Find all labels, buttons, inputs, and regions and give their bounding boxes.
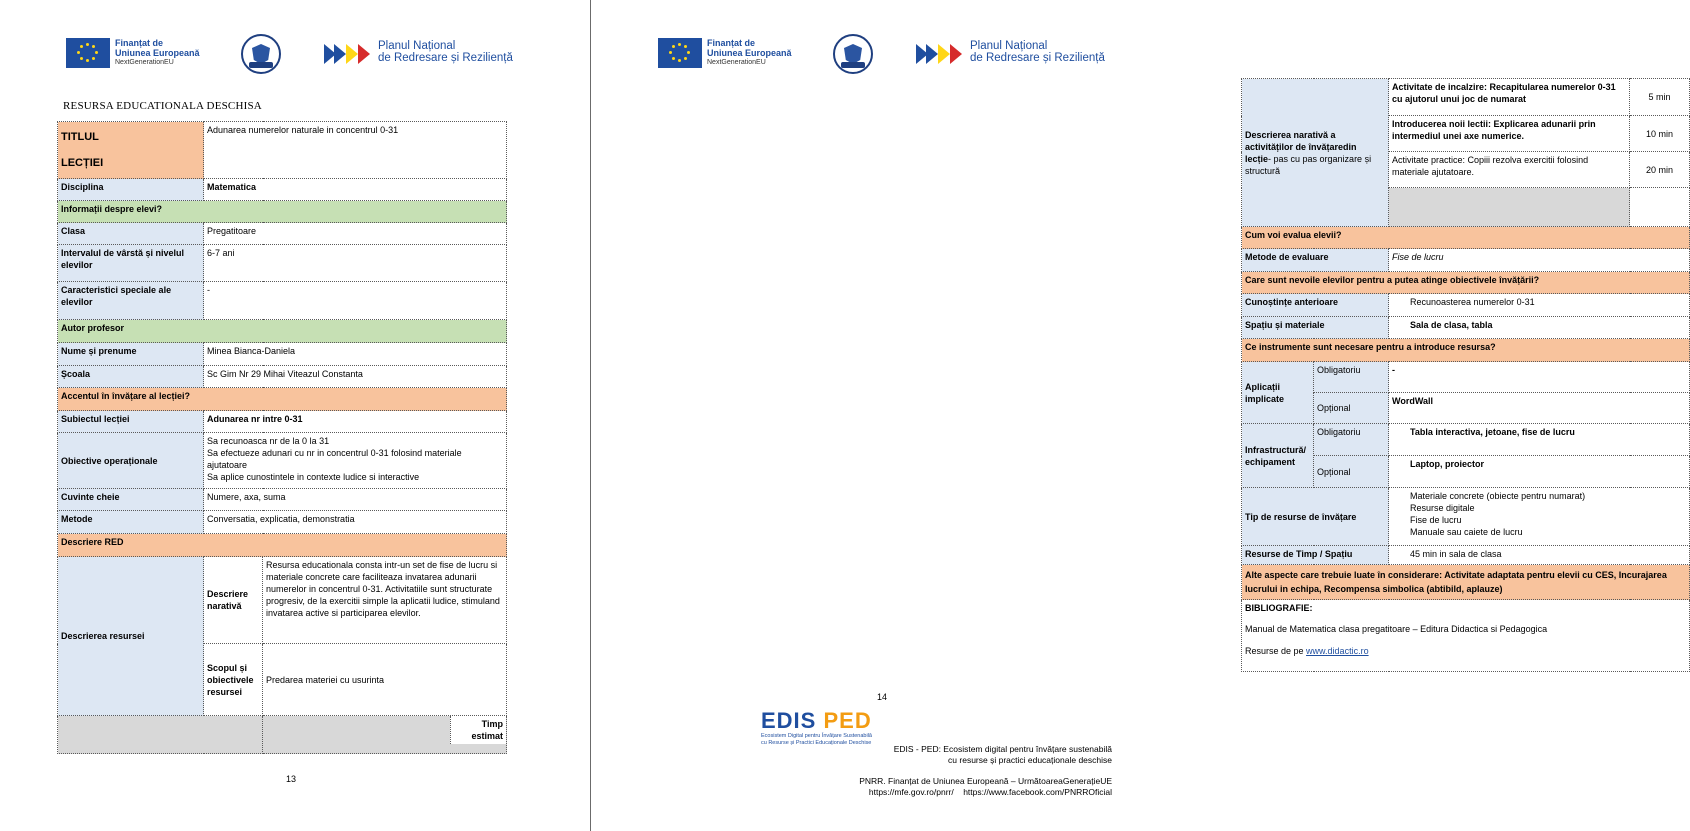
evaluation-method-label: Metode de evaluare [1242,249,1389,272]
edis-ped-logo: EDIS PED Ecosistem Digital pentru Învățare Sustenabilă cu Resurse și Practici Educaționale Deschise [761,708,872,746]
activity-item: Activitate practice: Copiii rezolva exercitii folosind materiale ajutatoare. [1389,152,1630,188]
learning-focus-header: Accentul în învățare al lecției? [58,388,507,411]
resource-description-label: Descrierea resursei [58,557,204,716]
name-value: Minea Bianca-Daniela [204,343,507,366]
activity-item: Activitate de incalzire: Recapitularea numerelor 0-31 cu ajutorul unui joc de numarat [1389,79,1630,116]
right-page [592,0,1674,831]
eu-flag-icon [66,38,110,68]
methods-label: Metode [58,511,204,534]
special-characteristics-label: Caracteristici speciale ale elevilor [58,282,204,320]
resource-type-item: Manuale sau caiete de lucru [1410,527,1523,537]
government-seal-icon [833,34,873,74]
subject-value: Adunarea nr intre 0-31 [204,411,507,433]
objective-item: Sa aplice cunostintele in contexte ludice si interactive [207,472,420,482]
applications-mandatory-value: - [1389,362,1690,393]
header-logos [658,34,1128,78]
discipline-label: Disciplina [58,179,204,201]
school-value: Sc Gim Nr 29 Mihai Viteazul Constanta [204,366,507,388]
title-label: TITLUL LECȚIEI [58,122,204,179]
methods-value: Conversatia, explicatia, demonstratia [204,511,507,534]
government-seal-icon [241,34,281,74]
lesson-plan-table [1241,78,1690,672]
keywords-value: Numere, axa, suma [204,489,507,511]
activity-empty-cell [1389,188,1630,227]
page-number: 13 [286,774,297,784]
other-aspects: Alte aspecte care trebuie luate în considerare: Activitate adaptata pentru elevii cu CES, Incurajarea lucrului in echipa, Recompensa simbolica (abtibild, aplauze) [1242,565,1690,600]
page-number: 14 [877,692,888,702]
age-label: Intervalul de vârstă și nivelul elevilor [58,245,204,282]
time-space-label: Resurse de Timp / Spațiu [1242,546,1389,565]
objectives-value [204,433,507,489]
activity-time: 5 min [1630,79,1690,116]
applications-label: Aplicații implicate [1242,362,1314,424]
special-characteristics-value: - [204,282,507,320]
space-materials-label: Spațiu și materiale [1242,317,1389,339]
activity-time: 20 min [1630,152,1690,188]
space-materials-value: Sala de clasa, tabla [1389,317,1690,339]
infrastructure-mandatory-label: Obligatoriu [1314,424,1389,456]
class-label: Clasa [58,223,204,245]
infrastructure-optional-value: Laptop, proiector [1389,456,1690,488]
funding-line: PNRR. Finanțat de Uniunea Europeană – UrmătoareaGenerațieUE [859,776,1112,786]
purpose-label: Scopul și obiectivele resursei [204,644,263,716]
eu-funding-label: Finanțat de Uniunea Europeană NextGenerationEU [115,38,200,66]
infrastructure-mandatory-value: Tabla interactiva, jetoane, fise de lucru [1389,424,1690,456]
left-page [0,0,590,831]
age-value: 6-7 ani [204,245,507,282]
pnrr-arrows-icon [916,42,964,66]
class-value: Pregatitoare [204,223,507,245]
didactic-link[interactable]: www.didactic.ro [1306,646,1369,656]
school-label: Școala [58,366,204,388]
students-section-header: Informații despre elevi? [58,201,507,223]
title-value: Adunarea numerelor naturale in concentrul 0-31 [204,122,507,179]
bibliography-section [1242,600,1690,672]
activity-item: Introducerea noii lectii: Explicarea adunarii prin intermediul unei axe numerice. [1389,116,1630,152]
applications-mandatory-label: Obligatoriu [1314,362,1389,393]
bibliography-label: BIBLIOGRAFIE: [1245,603,1313,613]
time-filler-cell [58,716,263,754]
eu-funding-label: Finanțat de Uniunea Europeană NextGenerationEU [707,38,792,66]
time-estimated-label: Timp estimat [450,716,506,744]
applications-optional-value: WordWall [1389,393,1690,424]
page-divider [590,0,591,831]
objective-item: Sa recunoasca nr de la 0 la 31 [207,436,330,446]
red-description-header: Descriere RED [58,534,507,557]
activity-time: 10 min [1630,116,1690,152]
resource-types-label: Tip de resurse de învățare [1242,488,1389,546]
lesson-info-table [57,121,507,754]
pnrr-label: Planul Național de Redresare și Reziliență [378,40,513,64]
time-row [263,716,507,754]
resource-type-item: Resurse digitale [1410,503,1475,513]
pnrr-arrows-icon [324,42,372,66]
footer-links[interactable]: https://mfe.gov.ro/pnrr/ https://www.facebook.com/PNRROficial [868,787,1112,797]
tools-header: Ce instrumente sunt necesare pentru a introduce resursa? [1242,339,1690,362]
prior-knowledge-label: Cunoștințe anterioare [1242,294,1389,317]
evaluation-header: Cum voi evalua elevii? [1242,227,1690,249]
discipline-value: Matematica [204,179,507,201]
activities-narrative-label: Descrierea narativă a activităților de învățaredin lecție- pas cu pas organizare și structură [1242,79,1389,227]
resource-type-item: Materiale concrete (obiecte pentru numarat) [1410,491,1586,501]
time-space-value: 45 min in sala de clasa [1389,546,1690,565]
pnrr-label: Planul Național de Redresare și Reziliență [970,40,1105,64]
header-logos [66,34,536,78]
applications-optional-label: Opțional [1314,393,1389,424]
purpose-value: Predarea materiei cu usurinta [263,644,507,716]
edis-description: EDIS - PED: Ecosistem digital pentru învățare sustenabilă cu resurse și practici educaționale deschise [893,744,1112,765]
resource-types-list [1389,488,1690,546]
resource-type-item: Fise de lucru [1410,515,1462,525]
student-needs-header: Care sunt nevoile elevilor pentru a putea atinge obiectivele învățării? [1242,272,1690,294]
keywords-label: Cuvinte cheie [58,489,204,511]
infrastructure-label: Infrastructură/ echipament [1242,424,1314,488]
author-section-header: Autor profesor [58,320,507,343]
infrastructure-optional-label: Opțional [1314,456,1389,488]
subject-label: Subiectul lecției [58,411,204,433]
prior-knowledge-value: Recunoasterea numerelor 0-31 [1389,294,1690,317]
funding-footer [859,776,1112,798]
bibliography-item: Manual de Matematica clasa pregatitoare – Editura Didactica si Pedagogica [1245,624,1548,634]
evaluation-method-value: Fise de lucru [1389,249,1690,272]
activity-empty-time [1630,188,1690,227]
objectives-label: Obiective operaționale [58,433,204,489]
narrative-value: Resursa educationala consta intr-un set de fise de lucru si materiale concrete care faciliteaza invatarea adunarii numerelor in concentrul 0-31. Activitatiile sunt structurate progresiv, de la exercitii simple la aplicatii ludice, stimuland invatarea active si participarea elevilor. [263,557,507,644]
bibliography-item: Resurse de pe www.didactic.ro [1245,646,1369,656]
objective-item: Sa efectueze adunari cu nr in concentrul 0-31 folosind materiale ajutatoare [207,448,462,470]
document-title: RESURSA EDUCATIONALA DESCHISA [63,100,262,112]
narrative-label: Descriere narativă [204,557,263,644]
name-label: Nume și prenume [58,343,204,366]
eu-flag-icon [658,38,702,68]
